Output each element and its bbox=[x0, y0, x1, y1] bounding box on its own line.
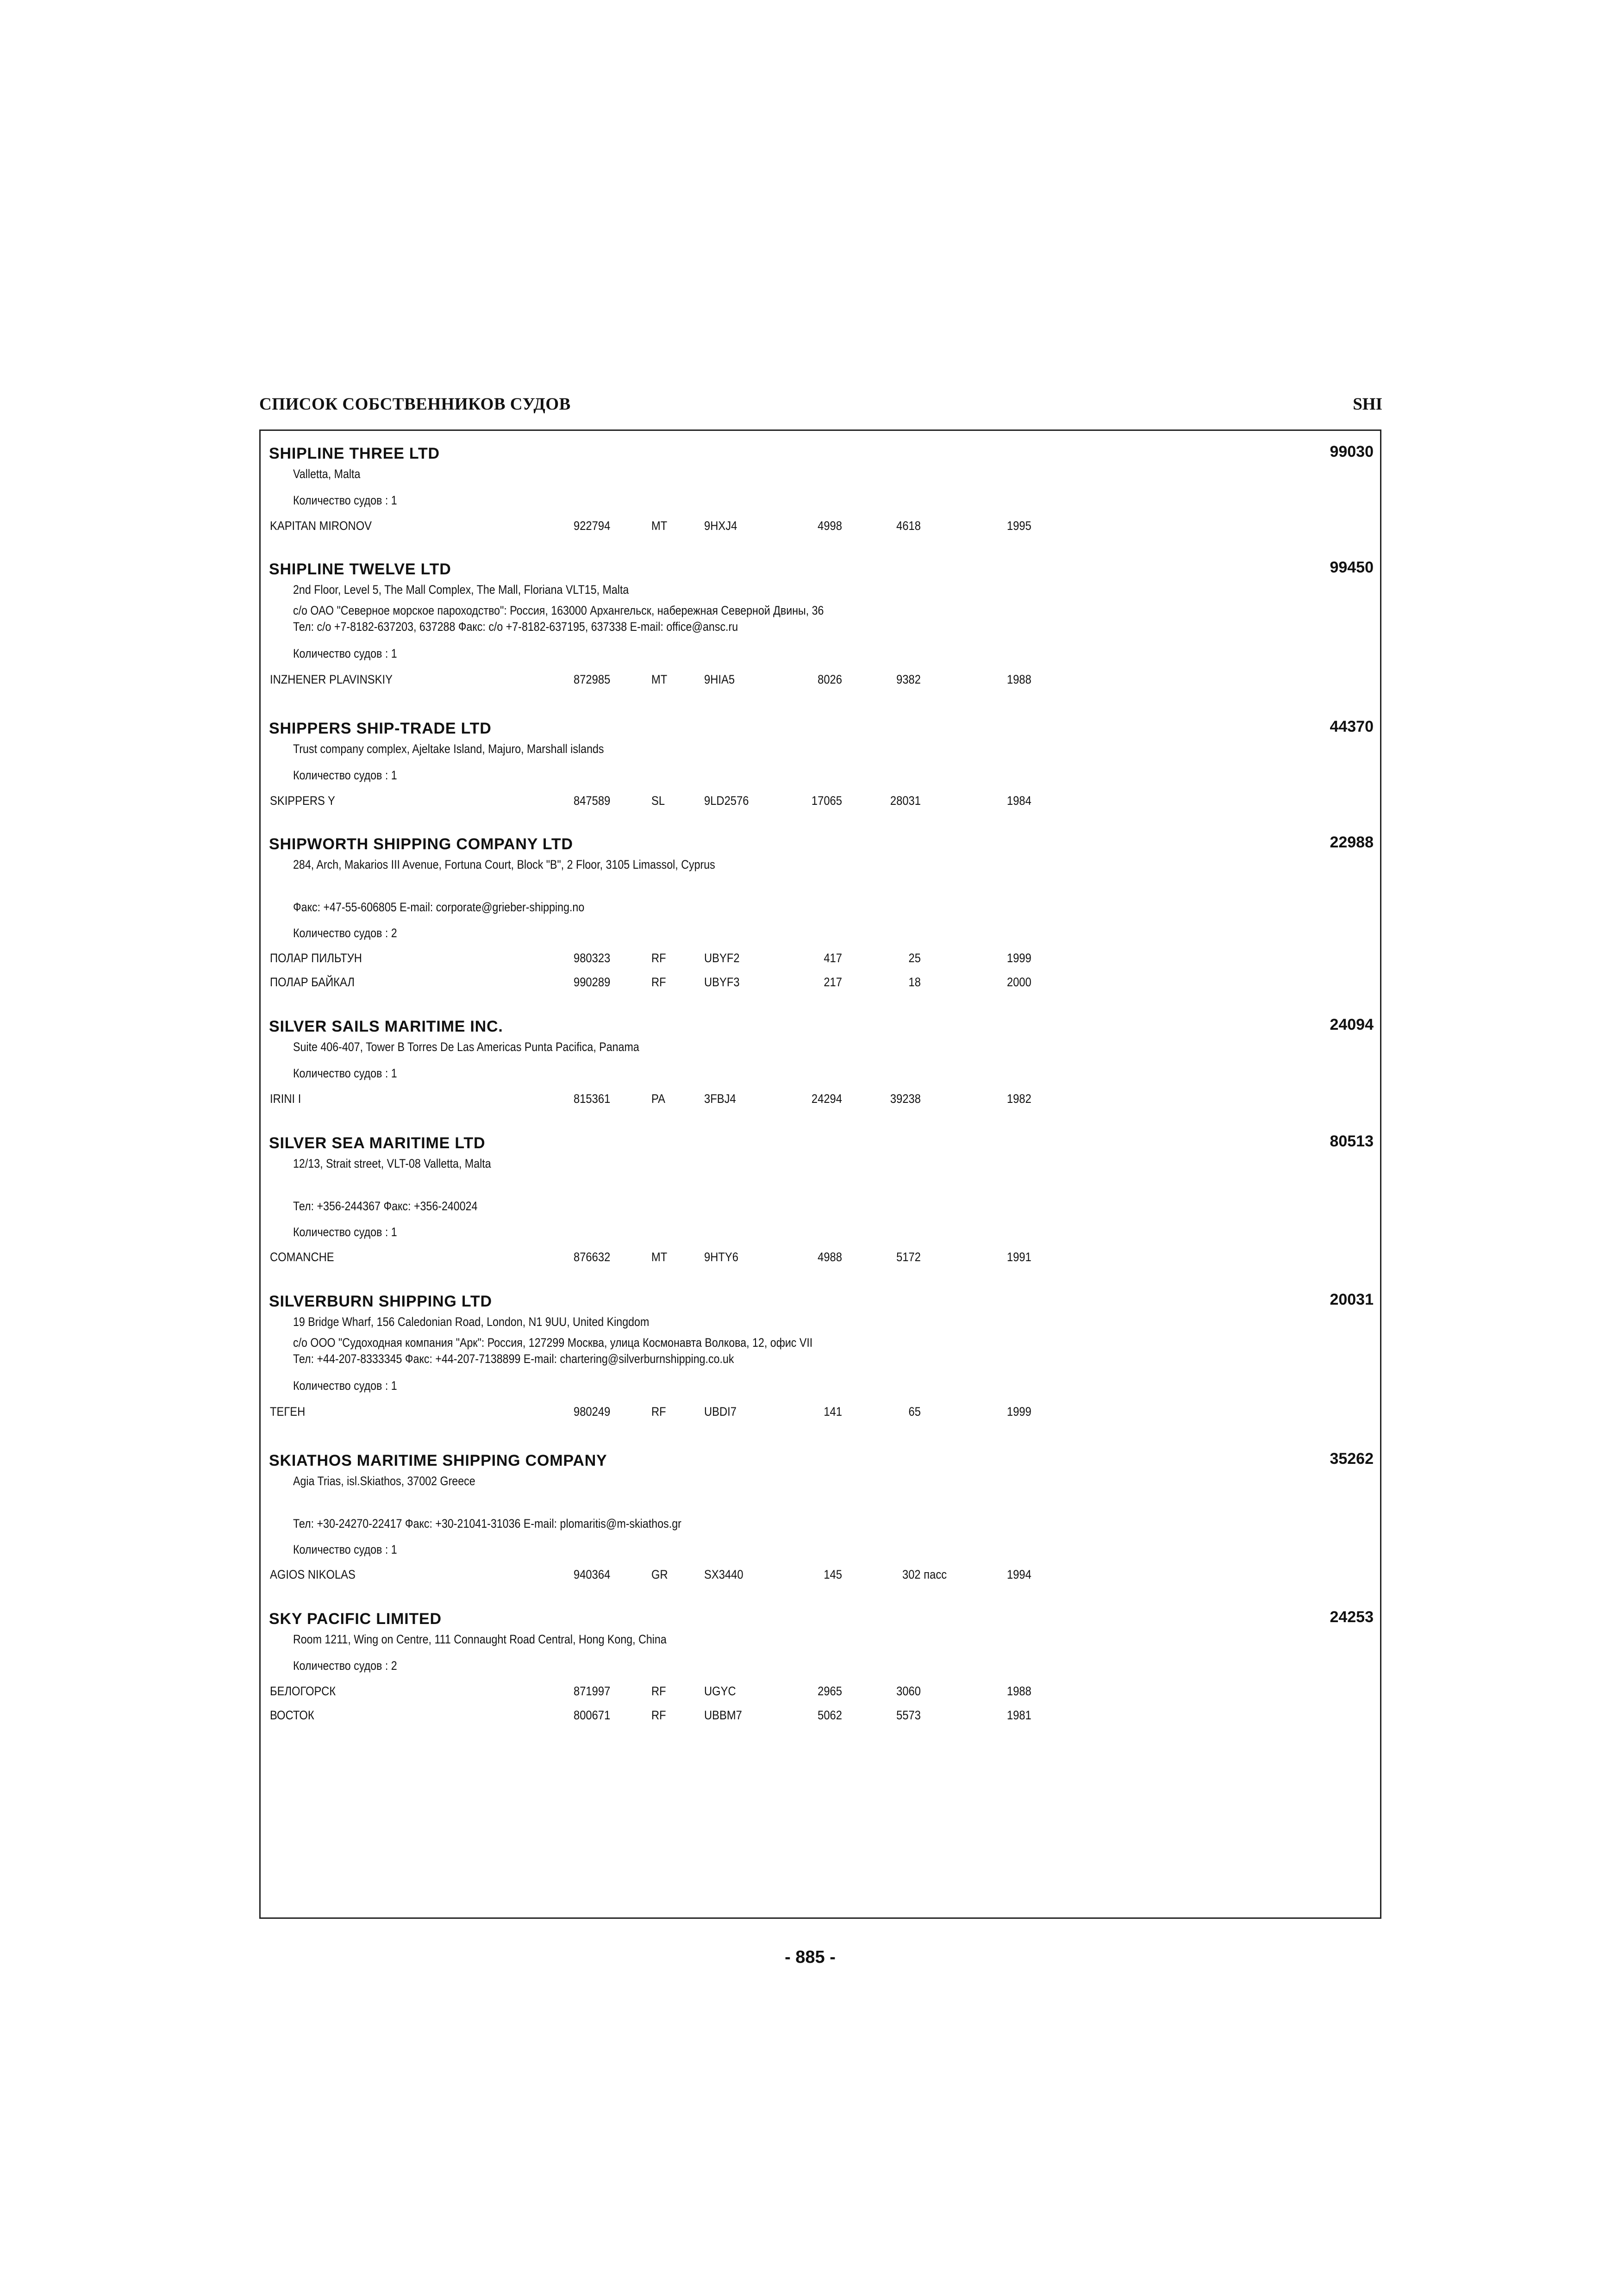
vessel-passengers: 302 пасс bbox=[902, 1568, 947, 1581]
vessel-row bbox=[261, 519, 1380, 535]
running-header-section: SHI bbox=[1353, 395, 1382, 414]
vessel-year: 1988 bbox=[1007, 672, 1031, 686]
owner-contacts: Тел: +356-244367 Факс: +356-240024 bbox=[293, 1199, 478, 1213]
vessel-gt: 5062 bbox=[818, 1708, 842, 1722]
vessel-row bbox=[261, 1568, 1380, 1583]
vessel-row bbox=[261, 1092, 1380, 1108]
vessel-year: 1988 bbox=[1007, 1684, 1031, 1698]
owner-code: 20031 bbox=[1330, 1291, 1374, 1308]
vessel-name: ПОЛАР БАЙКАЛ bbox=[270, 975, 355, 989]
vessel-count: Количество судов : 1 bbox=[293, 1225, 397, 1239]
owner-agent: с/о ООО "Судоходная компания "Арк": Россия, 127299 Москва, улица Космонавта Волкова, 12, офис VII bbox=[293, 1336, 813, 1350]
owner-name: SILVER SEA MARITIME LTD bbox=[269, 1134, 486, 1152]
vessel-dwt: 5573 bbox=[896, 1708, 921, 1722]
vessel-count: Количество судов : 2 bbox=[293, 1659, 397, 1673]
vessel-imo: 922794 bbox=[574, 519, 611, 533]
vessel-name: INZHENER PLAVINSKIY bbox=[270, 672, 393, 686]
owner-address: 19 Bridge Wharf, 156 Caledonian Road, London, N1 9UU, United Kingdom bbox=[293, 1315, 650, 1329]
vessel-flag: RF bbox=[651, 951, 666, 965]
vessel-flag: GR bbox=[651, 1568, 668, 1581]
vessel-imo: 800671 bbox=[574, 1708, 611, 1722]
owner-code: 44370 bbox=[1330, 718, 1374, 735]
vessel-flag: RF bbox=[651, 1708, 666, 1722]
vessel-flag: PA bbox=[651, 1092, 665, 1106]
vessel-count: Количество судов : 2 bbox=[293, 926, 397, 940]
vessel-year: 1982 bbox=[1007, 1092, 1031, 1106]
vessel-imo: 872985 bbox=[574, 672, 611, 686]
vessel-callsign: UBYF2 bbox=[704, 951, 740, 965]
vessel-row bbox=[261, 1708, 1380, 1724]
vessel-imo: 871997 bbox=[574, 1684, 611, 1698]
owner-contacts: Факс: +47-55-606805 E-mail: corporate@grieber-shipping.no bbox=[293, 900, 585, 914]
owner-address: Valletta, Malta bbox=[293, 467, 361, 481]
owner-agent: с/о ОАО "Северное морское пароходство": Россия, 163000 Архангельск, набережная Северной Двины, 36 bbox=[293, 604, 824, 617]
vessel-gt: 4988 bbox=[818, 1250, 842, 1264]
vessel-flag: MT bbox=[651, 672, 668, 686]
vessel-flag: RF bbox=[651, 975, 666, 989]
vessel-row bbox=[261, 1250, 1380, 1266]
owner-code: 35262 bbox=[1330, 1450, 1374, 1468]
vessel-flag: RF bbox=[651, 1405, 666, 1419]
vessel-row bbox=[261, 1405, 1380, 1420]
vessel-callsign: UGYC bbox=[704, 1684, 736, 1698]
vessel-name: KAPITAN MIRONOV bbox=[270, 519, 372, 533]
vessel-dwt: 3060 bbox=[896, 1684, 921, 1698]
vessel-count: Количество судов : 1 bbox=[293, 768, 397, 782]
owner-address: Room 1211, Wing on Centre, 111 Connaught Road Central, Hong Kong, China bbox=[293, 1632, 667, 1646]
owner-code: 99030 bbox=[1330, 443, 1374, 460]
vessel-name: ВОСТОК bbox=[270, 1708, 314, 1722]
owner-name: SILVER SAILS MARITIME INC. bbox=[269, 1018, 503, 1035]
vessel-flag: MT bbox=[651, 519, 668, 533]
vessel-imo: 876632 bbox=[574, 1250, 611, 1264]
vessel-gt: 145 bbox=[824, 1568, 842, 1581]
vessel-callsign: 3FBJ4 bbox=[704, 1092, 736, 1106]
vessel-dwt: 5172 bbox=[896, 1250, 921, 1264]
owner-address: 284, Arch, Makarios III Avenue, Fortuna Court, Block "B", 2 Floor, 3105 Limassol, Cyprus bbox=[293, 858, 715, 871]
vessel-dwt: 65 bbox=[908, 1405, 921, 1419]
owner-contacts: Тел: c/o +7-8182-637203, 637288 Факс: c/o +7-8182-637195, 637338 E-mail: office@ansc.ru bbox=[293, 620, 738, 634]
vessel-callsign: 9HIA5 bbox=[704, 672, 735, 686]
vessel-dwt: 28031 bbox=[890, 794, 921, 808]
vessel-dwt: 9382 bbox=[896, 672, 921, 686]
vessel-row bbox=[261, 794, 1380, 809]
vessel-callsign: UBBM7 bbox=[704, 1708, 742, 1722]
vessel-gt: 2965 bbox=[818, 1684, 842, 1698]
owner-code: 24253 bbox=[1330, 1608, 1374, 1626]
owner-address: 12/13, Strait street, VLT-08 Valletta, Malta bbox=[293, 1157, 491, 1170]
vessel-name: БЕЛОГОРСК bbox=[270, 1684, 336, 1698]
owner-name: SKIATHOS MARITIME SHIPPING COMPANY bbox=[269, 1452, 607, 1469]
owner-address: Suite 406-407, Tower B Torres De Las Americas Punta Pacifica, Panama bbox=[293, 1040, 639, 1054]
vessel-flag: RF bbox=[651, 1684, 666, 1698]
vessel-imo: 940364 bbox=[574, 1568, 611, 1581]
vessel-flag: SL bbox=[651, 794, 665, 808]
vessel-count: Количество судов : 1 bbox=[293, 1543, 397, 1556]
vessel-count: Количество судов : 1 bbox=[293, 1379, 397, 1393]
vessel-callsign: SX3440 bbox=[704, 1568, 743, 1581]
vessel-gt: 8026 bbox=[818, 672, 842, 686]
vessel-name: IRINI I bbox=[270, 1092, 301, 1106]
vessel-imo: 815361 bbox=[574, 1092, 611, 1106]
vessel-name: SKIPPERS Y bbox=[270, 794, 335, 808]
owner-code: 80513 bbox=[1330, 1132, 1374, 1150]
vessel-callsign: 9HXJ4 bbox=[704, 519, 737, 533]
vessel-year: 1999 bbox=[1007, 951, 1031, 965]
owner-address: 2nd Floor, Level 5, The Mall Complex, The Mall, Floriana VLT15, Malta bbox=[293, 583, 629, 597]
owner-name: SHIPPERS SHIP-TRADE LTD bbox=[269, 720, 492, 737]
vessel-callsign: 9LD2576 bbox=[704, 794, 749, 808]
owner-contacts: Тел: +30-24270-22417 Факс: +30-21041-31036 E-mail: plomaritis@m-skiathos.gr bbox=[293, 1517, 681, 1531]
owner-contacts: Тел: +44-207-8333345 Факс: +44-207-7138899 E-mail: chartering@silverburnshipping.co.uk bbox=[293, 1352, 734, 1366]
running-header-title: СПИСОК СОБСТВЕННИКОВ СУДОВ bbox=[259, 395, 571, 414]
vessel-dwt: 4618 bbox=[896, 519, 921, 533]
vessel-callsign: UBYF3 bbox=[704, 975, 740, 989]
vessel-gt: 141 bbox=[824, 1405, 842, 1419]
vessel-imo: 990289 bbox=[574, 975, 611, 989]
vessel-year: 1984 bbox=[1007, 794, 1031, 808]
owner-code: 99450 bbox=[1330, 559, 1374, 576]
vessel-year: 1981 bbox=[1007, 1708, 1031, 1722]
vessel-gt: 4998 bbox=[818, 519, 842, 533]
vessel-row bbox=[261, 672, 1380, 688]
vessel-imo: 847589 bbox=[574, 794, 611, 808]
vessel-callsign: 9HTY6 bbox=[704, 1250, 738, 1264]
vessel-name: ПОЛАР ПИЛЬТУН bbox=[270, 951, 362, 965]
owners-list-frame bbox=[259, 429, 1381, 1919]
owner-name: SHIPWORTH SHIPPING COMPANY LTD bbox=[269, 835, 573, 853]
vessel-row bbox=[261, 951, 1380, 967]
owner-code: 24094 bbox=[1330, 1016, 1374, 1033]
vessel-gt: 417 bbox=[824, 951, 842, 965]
vessel-count: Количество судов : 1 bbox=[293, 647, 397, 660]
vessel-count: Количество судов : 1 bbox=[293, 1066, 397, 1080]
vessel-imo: 980249 bbox=[574, 1405, 611, 1419]
owner-name: SKY PACIFIC LIMITED bbox=[269, 1610, 442, 1628]
vessel-flag: MT bbox=[651, 1250, 668, 1264]
vessel-dwt: 39238 bbox=[890, 1092, 921, 1106]
owner-name: SHIPLINE THREE LTD bbox=[269, 445, 440, 462]
vessel-year: 1995 bbox=[1007, 519, 1031, 533]
vessel-row bbox=[261, 1684, 1380, 1700]
owner-address: Trust company complex, Ajeltake Island, Majuro, Marshall islands bbox=[293, 742, 604, 756]
vessel-row bbox=[261, 975, 1380, 991]
owner-code: 22988 bbox=[1330, 834, 1374, 851]
vessel-gt: 17065 bbox=[811, 794, 842, 808]
vessel-callsign: UBDI7 bbox=[704, 1405, 737, 1419]
owner-name: SHIPLINE TWELVE LTD bbox=[269, 560, 451, 578]
vessel-year: 2000 bbox=[1007, 975, 1031, 989]
owner-name: SILVERBURN SHIPPING LTD bbox=[269, 1293, 492, 1310]
vessel-year: 1991 bbox=[1007, 1250, 1031, 1264]
vessel-count: Количество судов : 1 bbox=[293, 493, 397, 507]
owner-address: Agia Trias, isl.Skiathos, 37002 Greece bbox=[293, 1474, 475, 1488]
vessel-gt: 217 bbox=[824, 975, 842, 989]
vessel-year: 1999 bbox=[1007, 1405, 1031, 1419]
page-number: - 885 - bbox=[785, 1948, 836, 1967]
vessel-imo: 980323 bbox=[574, 951, 611, 965]
vessel-dwt: 25 bbox=[908, 951, 921, 965]
vessel-gt: 24294 bbox=[811, 1092, 842, 1106]
vessel-name: AGIOS NIKOLAS bbox=[270, 1568, 356, 1581]
vessel-name: COMANCHE bbox=[270, 1250, 334, 1264]
vessel-dwt: 18 bbox=[908, 975, 921, 989]
vessel-name: ТЕГЕН bbox=[270, 1405, 306, 1419]
vessel-year: 1994 bbox=[1007, 1568, 1031, 1581]
